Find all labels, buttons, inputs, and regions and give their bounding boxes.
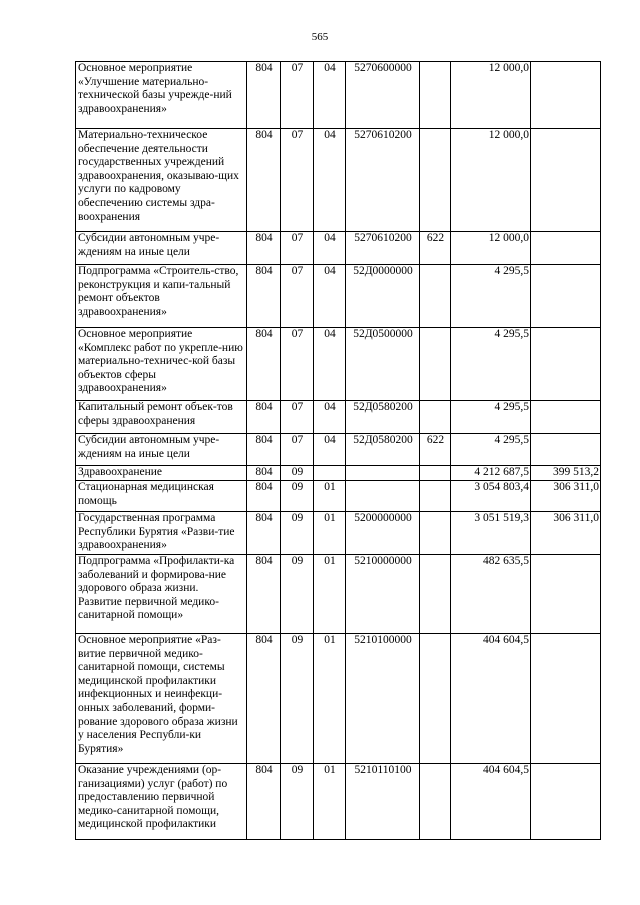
amount-subvention-cell bbox=[531, 555, 601, 634]
subsection-code-cell: 04 bbox=[314, 232, 346, 265]
section-code-cell: 07 bbox=[281, 265, 314, 328]
section-code-cell: 09 bbox=[281, 466, 314, 481]
expense-type-cell: 622 bbox=[420, 434, 451, 466]
amount-cell: 12 000,0 bbox=[451, 129, 531, 232]
section-code-cell: 07 bbox=[281, 401, 314, 434]
table-row bbox=[76, 466, 601, 481]
admin-code-cell: 804 bbox=[247, 62, 281, 129]
row-name-cell: Подпрограмма «Профилакти-ка заболеваний и формирова-ние здорового образа жизни. Развитие первичной медико-санитарной помощи» bbox=[76, 555, 247, 634]
target-article-cell: 5270600000 bbox=[346, 62, 420, 129]
expense-type-cell bbox=[420, 401, 451, 434]
subsection-code-cell: 01 bbox=[314, 512, 346, 555]
amount-subvention-cell: 399 513,2 bbox=[531, 466, 601, 481]
amount-subvention-cell bbox=[531, 401, 601, 434]
admin-code-cell: 804 bbox=[247, 466, 281, 481]
row-name-cell: Стационарная медицинская помощь bbox=[76, 481, 247, 512]
expense-type-cell bbox=[420, 62, 451, 129]
target-article-cell: 5210000000 bbox=[346, 555, 420, 634]
subsection-code-cell bbox=[314, 466, 346, 481]
section-code-cell: 09 bbox=[281, 512, 314, 555]
amount-cell: 3 054 803,4 bbox=[451, 481, 531, 512]
subsection-code-cell: 04 bbox=[314, 265, 346, 328]
target-article-cell: 52Д0500000 bbox=[346, 328, 420, 401]
target-article-cell: 5210110100 bbox=[346, 764, 420, 840]
subsection-code-cell: 01 bbox=[314, 764, 346, 840]
section-code-cell: 07 bbox=[281, 232, 314, 265]
target-article-cell: 5270610200 bbox=[346, 129, 420, 232]
section-code-cell: 09 bbox=[281, 555, 314, 634]
amount-cell: 404 604,5 bbox=[451, 764, 531, 840]
row-name-cell: Оказание учреждениями (ор-ганизациями) услуг (работ) по предоставлению первичной медико-санитарной помощи, медицинской профилактики bbox=[76, 764, 247, 840]
subsection-code-cell: 04 bbox=[314, 328, 346, 401]
subsection-code-cell: 04 bbox=[314, 129, 346, 232]
table-row bbox=[76, 265, 601, 328]
subsection-code-cell: 04 bbox=[314, 401, 346, 434]
table-row bbox=[76, 401, 601, 434]
subsection-code-cell: 04 bbox=[314, 62, 346, 129]
subsection-code-cell: 01 bbox=[314, 555, 346, 634]
section-code-cell: 07 bbox=[281, 62, 314, 129]
row-name-cell: Государственная программа Республики Бурятия «Разви-тие здравоохранения» bbox=[76, 512, 247, 555]
admin-code-cell: 804 bbox=[247, 328, 281, 401]
target-article-cell: 5200000000 bbox=[346, 512, 420, 555]
table-row bbox=[76, 62, 601, 129]
subsection-code-cell: 01 bbox=[314, 481, 346, 512]
amount-subvention-cell bbox=[531, 764, 601, 840]
row-name-cell: Субсидии автономным учре-ждениям на иные цели bbox=[76, 232, 247, 265]
amount-cell: 482 635,5 bbox=[451, 555, 531, 634]
budget-table bbox=[75, 61, 601, 840]
amount-subvention-cell bbox=[531, 232, 601, 265]
target-article-cell bbox=[346, 466, 420, 481]
target-article-cell: 52Д0580200 bbox=[346, 401, 420, 434]
target-article-cell: 5270610200 bbox=[346, 232, 420, 265]
target-article-cell: 52Д0580200 bbox=[346, 434, 420, 466]
table-row bbox=[76, 555, 601, 634]
subsection-code-cell: 01 bbox=[314, 634, 346, 764]
amount-subvention-cell: 306 311,0 bbox=[531, 481, 601, 512]
admin-code-cell: 804 bbox=[247, 555, 281, 634]
row-name-cell: Основное мероприятие «Раз-витие первичной медико-санитарной помощи, системы медицинской профилактики инфекционных и неинфекци-онных заболеваний, форми-рование здорового образа жизни у населения Республи-ки Бурятия» bbox=[76, 634, 247, 764]
subsection-code-cell: 04 bbox=[314, 434, 346, 466]
table-row bbox=[76, 634, 601, 764]
amount-cell: 4 295,5 bbox=[451, 328, 531, 401]
expense-type-cell bbox=[420, 129, 451, 232]
section-code-cell: 07 bbox=[281, 328, 314, 401]
amount-cell: 4 295,5 bbox=[451, 265, 531, 328]
expense-type-cell bbox=[420, 634, 451, 764]
admin-code-cell: 804 bbox=[247, 512, 281, 555]
table-row bbox=[76, 481, 601, 512]
amount-subvention-cell bbox=[531, 265, 601, 328]
row-name-cell: Основное мероприятие «Комплекс работ по укрепле-нию материально-техничес-кой базы объектов сферы здравоохранения» bbox=[76, 328, 247, 401]
expense-type-cell bbox=[420, 764, 451, 840]
section-code-cell: 09 bbox=[281, 634, 314, 764]
admin-code-cell: 804 bbox=[247, 634, 281, 764]
admin-code-cell: 804 bbox=[247, 401, 281, 434]
admin-code-cell: 804 bbox=[247, 129, 281, 232]
table-row bbox=[76, 328, 601, 401]
expense-type-cell bbox=[420, 265, 451, 328]
section-code-cell: 09 bbox=[281, 764, 314, 840]
row-name-cell: Основное мероприятие «Улучшение материально-технической базы учрежде-ний здравоохранения» bbox=[76, 62, 247, 129]
section-code-cell: 09 bbox=[281, 481, 314, 512]
amount-subvention-cell bbox=[531, 434, 601, 466]
expense-type-cell: 622 bbox=[420, 232, 451, 265]
table-row bbox=[76, 764, 601, 840]
section-code-cell: 07 bbox=[281, 434, 314, 466]
amount-cell: 12 000,0 bbox=[451, 232, 531, 265]
amount-cell: 3 051 519,3 bbox=[451, 512, 531, 555]
row-name-cell: Субсидии автономным учре-ждениям на иные цели bbox=[76, 434, 247, 466]
amount-subvention-cell bbox=[531, 129, 601, 232]
table-row bbox=[76, 129, 601, 232]
amount-cell: 12 000,0 bbox=[451, 62, 531, 129]
table-row bbox=[76, 232, 601, 265]
target-article-cell: 52Д0000000 bbox=[346, 265, 420, 328]
table-row bbox=[76, 512, 601, 555]
row-name-cell: Здравоохранение bbox=[76, 466, 247, 481]
amount-subvention-cell bbox=[531, 634, 601, 764]
page-number: 565 bbox=[311, 31, 329, 43]
target-article-cell bbox=[346, 481, 420, 512]
table-row bbox=[76, 434, 601, 466]
amount-cell: 4 212 687,5 bbox=[451, 466, 531, 481]
row-name-cell: Подпрограмма «Строитель-ство, реконструкция и капи-тальный ремонт объектов здравоохранения» bbox=[76, 265, 247, 328]
section-code-cell: 07 bbox=[281, 129, 314, 232]
admin-code-cell: 804 bbox=[247, 265, 281, 328]
admin-code-cell: 804 bbox=[247, 481, 281, 512]
amount-subvention-cell bbox=[531, 62, 601, 129]
amount-cell: 404 604,5 bbox=[451, 634, 531, 764]
expense-type-cell bbox=[420, 466, 451, 481]
expense-type-cell bbox=[420, 555, 451, 634]
amount-subvention-cell: 306 311,0 bbox=[531, 512, 601, 555]
admin-code-cell: 804 bbox=[247, 764, 281, 840]
admin-code-cell: 804 bbox=[247, 232, 281, 265]
row-name-cell: Материально-техническое обеспечение деятельности государственных учреждений здравоохранения, оказываю-щих услуги по кадровому обеспечению системы здра-воохранения bbox=[76, 129, 247, 232]
expense-type-cell bbox=[420, 328, 451, 401]
amount-subvention-cell bbox=[531, 328, 601, 401]
target-article-cell: 5210100000 bbox=[346, 634, 420, 764]
amount-cell: 4 295,5 bbox=[451, 434, 531, 466]
admin-code-cell: 804 bbox=[247, 434, 281, 466]
expense-type-cell bbox=[420, 512, 451, 555]
expense-type-cell bbox=[420, 481, 451, 512]
row-name-cell: Капитальный ремонт объек-тов сферы здравоохранения bbox=[76, 401, 247, 434]
amount-cell: 4 295,5 bbox=[451, 401, 531, 434]
